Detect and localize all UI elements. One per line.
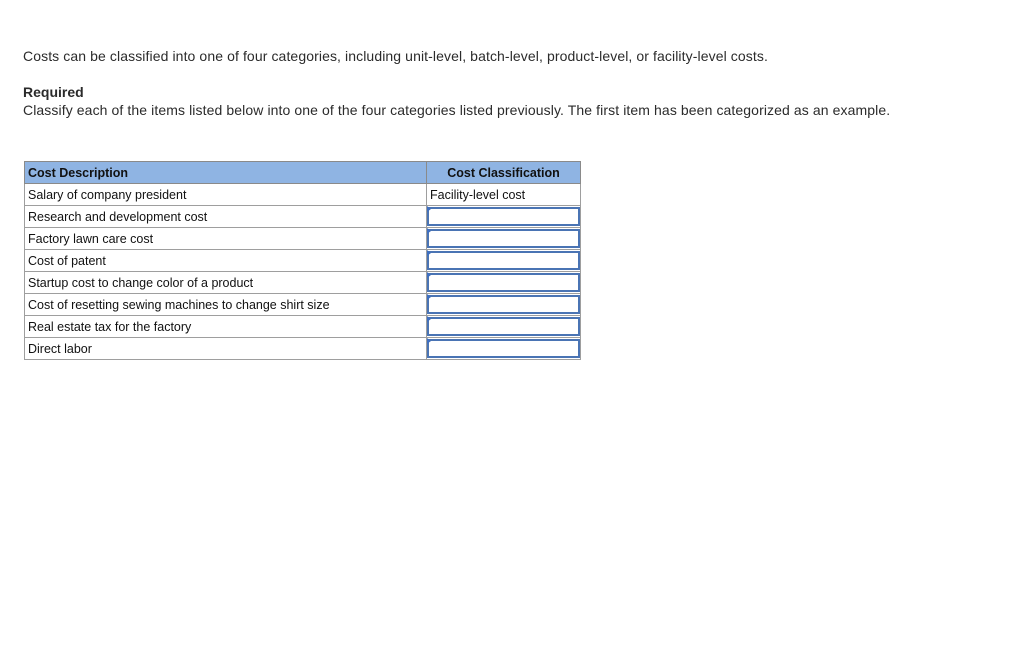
row-description: Salary of company president [25, 184, 427, 206]
row-description: Cost of resetting sewing machines to change shirt size [25, 294, 427, 316]
dropdown-marker-icon [427, 338, 431, 344]
classification-cell [427, 250, 581, 272]
row-description: Research and development cost [25, 206, 427, 228]
table-row [25, 316, 581, 338]
row-description: Cost of patent [25, 250, 427, 272]
header-cost-classification: Cost Classification [427, 162, 581, 184]
table-row [25, 250, 581, 272]
table-row [25, 206, 581, 228]
row-description: Startup cost to change color of a product [25, 272, 427, 294]
row-classification-example: Facility-level cost [427, 184, 581, 206]
classification-cell [427, 206, 581, 228]
table-header-row [25, 162, 581, 184]
table-row [25, 294, 581, 316]
required-instructions: Classify each of the items listed below into one of the four categories listed previously. The first item has been categorized as an example. [23, 102, 891, 118]
row-description: Factory lawn care cost [25, 228, 427, 250]
table-row [25, 184, 581, 206]
classification-cell [427, 294, 581, 316]
dropdown-marker-icon [427, 250, 431, 256]
header-cost-description: Cost Description [25, 162, 427, 184]
classification-input[interactable] [427, 273, 580, 292]
classification-input[interactable] [427, 207, 580, 226]
row-description: Real estate tax for the factory [25, 316, 427, 338]
classification-input[interactable] [427, 317, 580, 336]
cost-classification-table [24, 161, 581, 360]
classification-cell [427, 228, 581, 250]
table-row [25, 272, 581, 294]
row-description: Direct labor [25, 338, 427, 360]
dropdown-marker-icon [427, 272, 431, 278]
dropdown-marker-icon [427, 294, 431, 300]
classification-cell [427, 316, 581, 338]
required-heading: Required [23, 84, 84, 100]
classification-cell [427, 338, 581, 360]
classification-input[interactable] [427, 295, 580, 314]
table-row [25, 228, 581, 250]
dropdown-marker-icon [427, 228, 431, 234]
intro-text: Costs can be classified into one of four categories, including unit-level, batch-level, product-level, or facility-level costs. [23, 48, 768, 64]
dropdown-marker-icon [427, 316, 431, 322]
dropdown-marker-icon [427, 206, 431, 212]
classification-input[interactable] [427, 229, 580, 248]
table-row [25, 338, 581, 360]
classification-input[interactable] [427, 251, 580, 270]
classification-cell [427, 272, 581, 294]
classification-input[interactable] [427, 339, 580, 358]
